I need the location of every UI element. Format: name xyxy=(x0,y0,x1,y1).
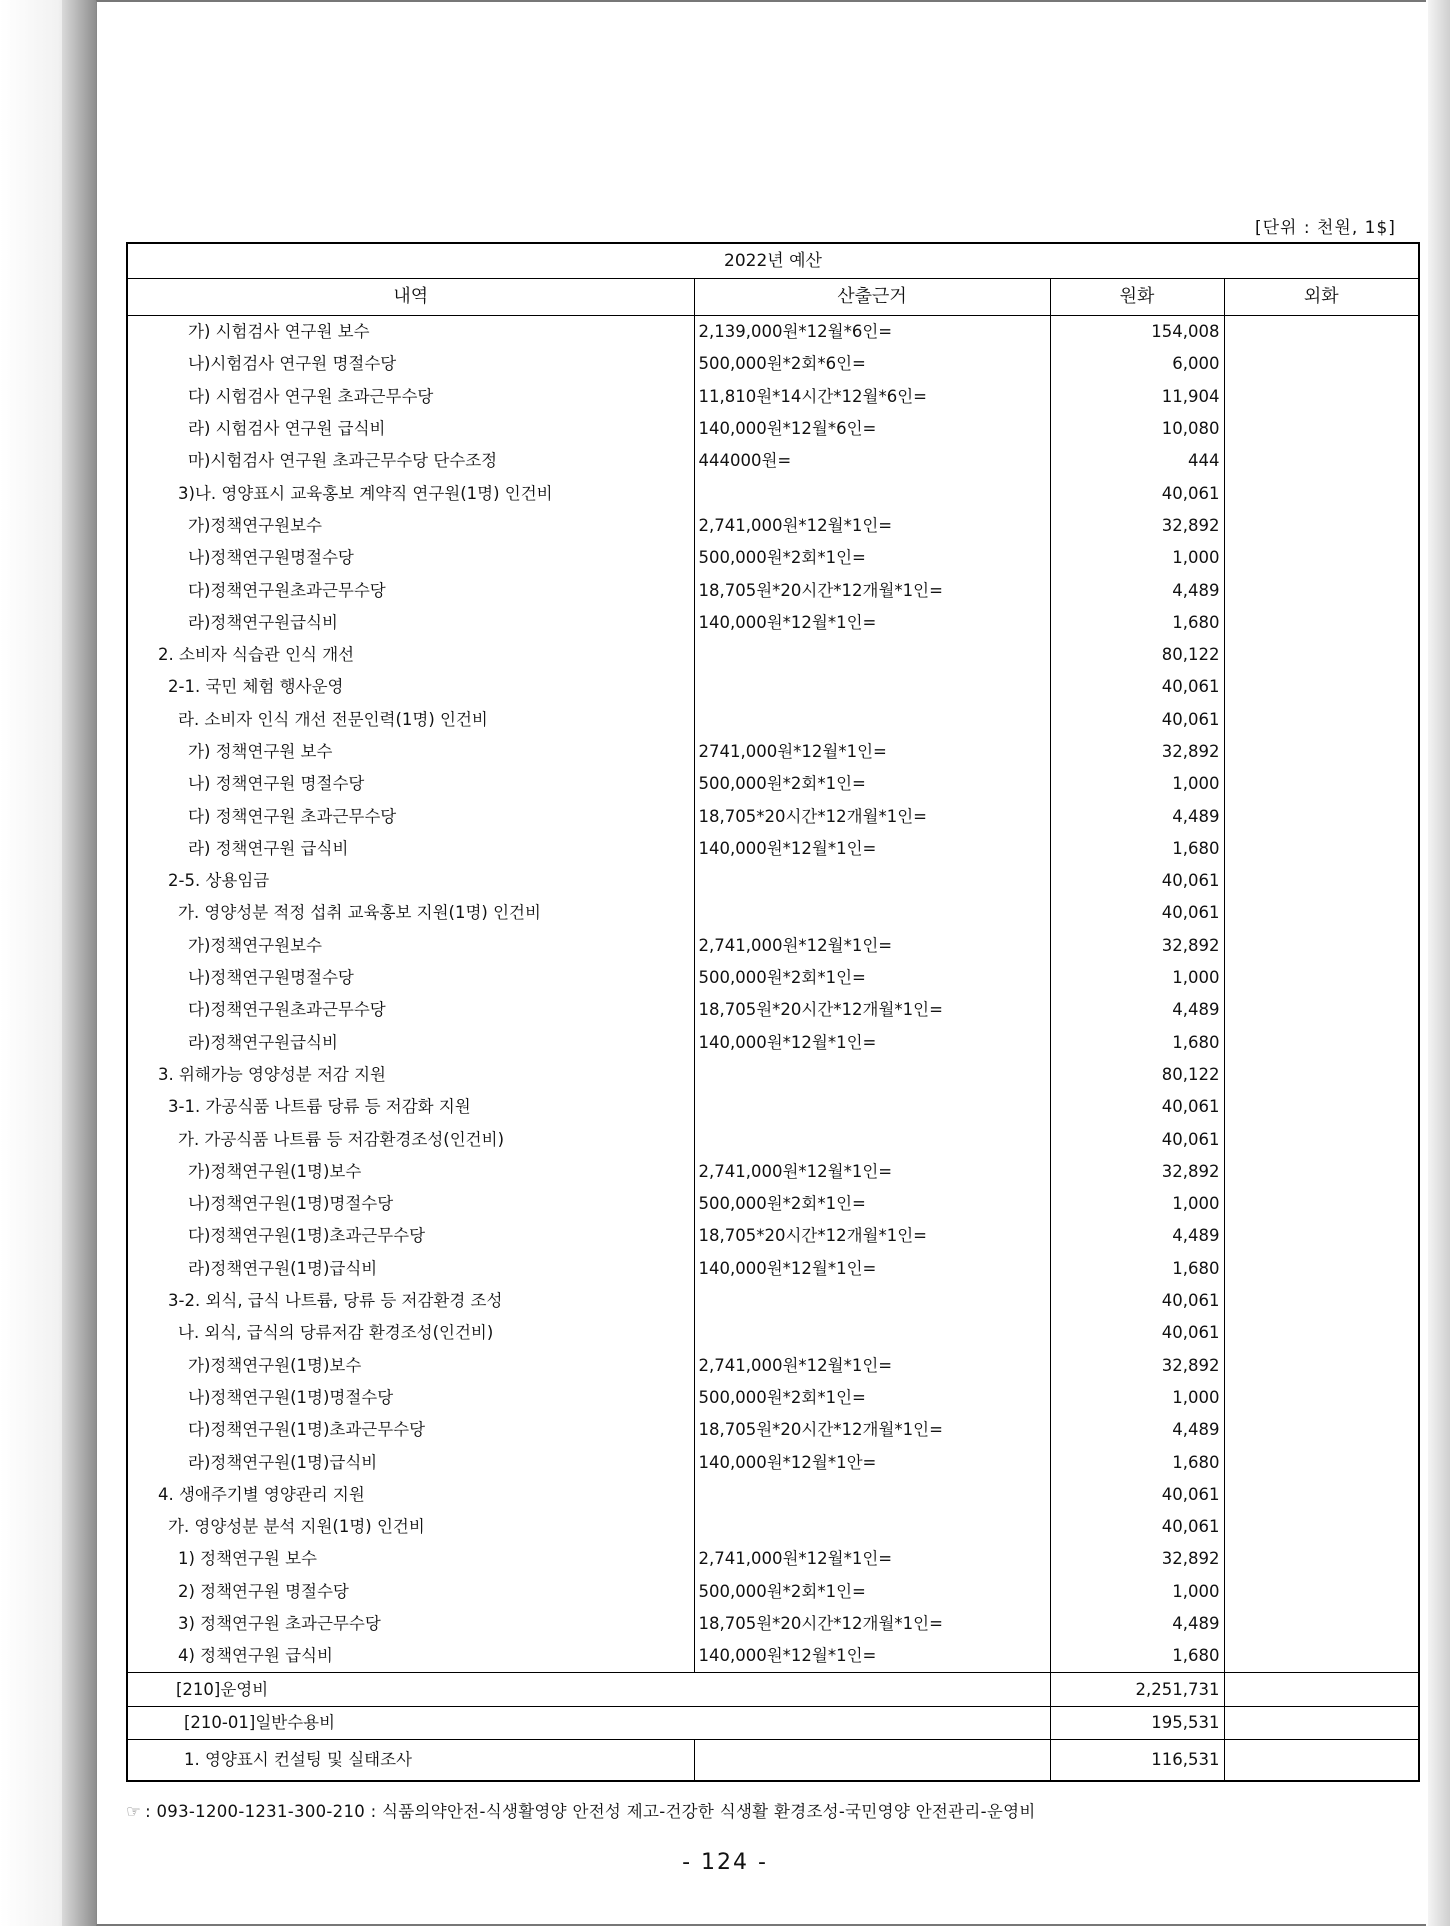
row-basis: 140,000원*12월*1인= xyxy=(694,833,1050,865)
row-basis: 2,139,000원*12월*6인= xyxy=(694,316,1050,349)
row-krw: 4,489 xyxy=(1050,800,1224,832)
row-krw: 444 xyxy=(1050,445,1224,477)
row-krw: 4,489 xyxy=(1050,994,1224,1026)
row-foreign xyxy=(1224,1414,1419,1446)
table-row xyxy=(127,1188,1419,1220)
row-krw: 40,061 xyxy=(1050,704,1224,736)
row-foreign xyxy=(1224,445,1419,477)
row-basis: 140,000원*12월*1인= xyxy=(694,1640,1050,1673)
row-foreign xyxy=(1224,1740,1419,1782)
column-header-basis: 산출근거 xyxy=(694,279,1050,316)
total-krw: 2,251,731 xyxy=(1050,1673,1224,1706)
row-krw: 4,489 xyxy=(1050,1220,1224,1252)
budget-table xyxy=(126,242,1420,1782)
row-item: 가)정책연구원(1명)보수 xyxy=(127,1350,694,1382)
table-row xyxy=(127,413,1419,445)
table-row xyxy=(127,1091,1419,1123)
row-item: 라)정책연구원급식비 xyxy=(127,1027,694,1059)
row-basis xyxy=(694,1123,1050,1155)
table-row xyxy=(127,381,1419,413)
row-krw: 32,892 xyxy=(1050,736,1224,768)
row-krw: 1,000 xyxy=(1050,1576,1224,1608)
row-foreign xyxy=(1224,348,1419,380)
row-item: 나)정책연구원명절수당 xyxy=(127,542,694,574)
row-krw: 1,680 xyxy=(1050,607,1224,639)
row-item: 가)정책연구원(1명)보수 xyxy=(127,1156,694,1188)
table-row xyxy=(127,671,1419,703)
row-krw: 154,008 xyxy=(1050,316,1224,349)
row-foreign xyxy=(1224,1027,1419,1059)
row-krw: 40,061 xyxy=(1050,1123,1224,1155)
row-item: 2. 소비자 식습관 인식 개선 xyxy=(127,639,694,671)
row-krw: 40,061 xyxy=(1050,1317,1224,1349)
row-basis xyxy=(694,639,1050,671)
row-item: 나. 외식, 급식의 당류저감 환경조성(인건비) xyxy=(127,1317,694,1349)
row-item: 가) 정책연구원 보수 xyxy=(127,736,694,768)
table-row xyxy=(127,542,1419,574)
row-foreign xyxy=(1224,1543,1419,1575)
row-foreign xyxy=(1224,413,1419,445)
table-row xyxy=(127,607,1419,639)
table-row xyxy=(127,1350,1419,1382)
row-item: 라)정책연구원(1명)급식비 xyxy=(127,1446,694,1478)
row-basis: 500,000원*2회*1인= xyxy=(694,542,1050,574)
row-krw: 1,000 xyxy=(1050,962,1224,994)
row-basis xyxy=(694,1059,1050,1091)
row-item: 3. 위해가능 영양성분 저감 지원 xyxy=(127,1059,694,1091)
table-row xyxy=(127,1511,1419,1543)
row-item: 3-2. 외식, 급식 나트륨, 당류 등 저감환경 조성 xyxy=(127,1285,694,1317)
row-foreign xyxy=(1224,736,1419,768)
row-foreign xyxy=(1224,1479,1419,1511)
row-basis: 18,705원*20시간*12개월*1인= xyxy=(694,574,1050,606)
row-krw: 1,000 xyxy=(1050,542,1224,574)
row-basis xyxy=(694,897,1050,929)
row-basis: 18,705원*20시간*12개월*1인= xyxy=(694,1414,1050,1446)
table-row xyxy=(127,768,1419,800)
row-item: 4. 생애주기별 영양관리 지원 xyxy=(127,1479,694,1511)
row-item: 2-1. 국민 체험 행사운영 xyxy=(127,671,694,703)
row-basis: 500,000원*2회*1인= xyxy=(694,1382,1050,1414)
table-row xyxy=(127,348,1419,380)
table-row xyxy=(127,1414,1419,1446)
row-foreign xyxy=(1224,1640,1419,1673)
row-foreign xyxy=(1224,607,1419,639)
row-krw: 1,000 xyxy=(1050,768,1224,800)
table-row xyxy=(127,1253,1419,1285)
row-basis: 500,000원*2회*1인= xyxy=(694,962,1050,994)
row-krw: 1,680 xyxy=(1050,833,1224,865)
row-item: 나) 정책연구원 명절수당 xyxy=(127,768,694,800)
table-row xyxy=(127,1446,1419,1478)
row-basis: 140,000원*12월*1인= xyxy=(694,607,1050,639)
row-basis: 18,705원*20시간*12개월*1인= xyxy=(694,994,1050,1026)
row-krw: 40,061 xyxy=(1050,671,1224,703)
row-basis xyxy=(694,1479,1050,1511)
table-row xyxy=(127,445,1419,477)
row-item: 나)정책연구원(1명)명절수당 xyxy=(127,1382,694,1414)
table-row xyxy=(127,1608,1419,1640)
row-basis: 140,000원*12월*1인= xyxy=(694,1253,1050,1285)
row-item: 3) 정책연구원 초과근무수당 xyxy=(127,1608,694,1640)
row-basis: 140,000원*12월*6인= xyxy=(694,413,1050,445)
row-item: 다)정책연구원(1명)초과근무수당 xyxy=(127,1220,694,1252)
row-foreign xyxy=(1224,574,1419,606)
row-item: 가)정책연구원보수 xyxy=(127,510,694,542)
table-row xyxy=(127,1317,1419,1349)
row-basis: 500,000원*2회*1인= xyxy=(694,1188,1050,1220)
row-item: 가) 시험검사 연구원 보수 xyxy=(127,316,694,349)
budget-table-body xyxy=(127,243,1419,1781)
row-item: 2-5. 상용임금 xyxy=(127,865,694,897)
row-krw: 80,122 xyxy=(1050,639,1224,671)
row-krw: 40,061 xyxy=(1050,1091,1224,1123)
row-foreign xyxy=(1224,1382,1419,1414)
row-foreign xyxy=(1224,1608,1419,1640)
row-krw: 80,122 xyxy=(1050,1059,1224,1091)
row-krw: 1,000 xyxy=(1050,1188,1224,1220)
row-krw: 40,061 xyxy=(1050,477,1224,509)
row-item: 나)정책연구원(1명)명절수당 xyxy=(127,1188,694,1220)
row-foreign xyxy=(1224,1059,1419,1091)
total-foreign xyxy=(1224,1673,1419,1706)
row-item: 다) 정책연구원 초과근무수당 xyxy=(127,800,694,832)
table-title: 2022년 예산 xyxy=(127,243,1419,279)
row-basis: 2,741,000원*12월*1인= xyxy=(694,1350,1050,1382)
table-row xyxy=(127,1059,1419,1091)
row-item: 다)정책연구원(1명)초과근무수당 xyxy=(127,1414,694,1446)
total-krw: 195,531 xyxy=(1050,1706,1224,1739)
row-item: 1) 정책연구원 보수 xyxy=(127,1543,694,1575)
row-foreign xyxy=(1224,897,1419,929)
row-foreign xyxy=(1224,510,1419,542)
footnote-text: : 093-1200-1231-300-210 : 식품의약안전-식생활영양 안전성 제고-건강한 식생활 환경조성-국민영양 안전관리-운영비 xyxy=(145,1802,1036,1821)
row-basis: 2,741,000원*12월*1인= xyxy=(694,930,1050,962)
row-basis: 500,000원*2회*6인= xyxy=(694,348,1050,380)
footnote xyxy=(126,1798,1036,1822)
row-krw: 11,904 xyxy=(1050,381,1224,413)
column-header-foreign: 외화 xyxy=(1224,279,1419,316)
row-item: 나)정책연구원명절수당 xyxy=(127,962,694,994)
row-krw: 4,489 xyxy=(1050,574,1224,606)
row-foreign xyxy=(1224,1220,1419,1252)
row-basis xyxy=(694,1317,1050,1349)
row-krw: 40,061 xyxy=(1050,1511,1224,1543)
row-basis: 2,741,000원*12월*1인= xyxy=(694,1156,1050,1188)
row-item: 다) 시험검사 연구원 초과근무수당 xyxy=(127,381,694,413)
column-header-krw: 원화 xyxy=(1050,279,1224,316)
row-foreign xyxy=(1224,1123,1419,1155)
table-row xyxy=(127,736,1419,768)
row-item: 마)시험검사 연구원 초과근무수당 단수조정 xyxy=(127,445,694,477)
table-row xyxy=(127,1220,1419,1252)
row-foreign xyxy=(1224,1188,1419,1220)
row-basis: 140,000원*12월*1인= xyxy=(694,1027,1050,1059)
row-basis xyxy=(694,704,1050,736)
row-krw: 116,531 xyxy=(1050,1740,1224,1782)
table-header-row xyxy=(127,279,1419,316)
row-foreign xyxy=(1224,1317,1419,1349)
row-basis: 2,741,000원*12월*1인= xyxy=(694,510,1050,542)
row-basis: 140,000원*12월*1안= xyxy=(694,1446,1050,1478)
table-row xyxy=(127,994,1419,1026)
column-header-item: 내역 xyxy=(127,279,694,316)
row-basis: 18,705*20시간*12개월*1인= xyxy=(694,800,1050,832)
page-left-edge xyxy=(0,0,96,1926)
row-item: 라) 시험검사 연구원 급식비 xyxy=(127,413,694,445)
row-krw: 1,680 xyxy=(1050,1027,1224,1059)
table-row xyxy=(127,316,1419,349)
table-row xyxy=(127,930,1419,962)
row-foreign xyxy=(1224,1350,1419,1382)
row-krw: 40,061 xyxy=(1050,897,1224,929)
total-row xyxy=(127,1673,1419,1706)
page-number: - 124 - xyxy=(682,1850,768,1875)
pointing-hand-icon: ☞ xyxy=(126,1802,142,1821)
row-krw: 6,000 xyxy=(1050,348,1224,380)
row-foreign xyxy=(1224,1253,1419,1285)
row-item: 가. 영양성분 적정 섭취 교육홍보 지원(1명) 인건비 xyxy=(127,897,694,929)
row-krw: 1,680 xyxy=(1050,1640,1224,1673)
row-krw: 32,892 xyxy=(1050,1156,1224,1188)
row-foreign xyxy=(1224,930,1419,962)
row-basis: 2,741,000원*12월*1인= xyxy=(694,1543,1050,1575)
row-foreign xyxy=(1224,994,1419,1026)
table-title-row xyxy=(127,243,1419,279)
row-basis: 18,705원*20시간*12개월*1인= xyxy=(694,1608,1050,1640)
row-foreign xyxy=(1224,1511,1419,1543)
row-krw: 40,061 xyxy=(1050,865,1224,897)
row-foreign xyxy=(1224,865,1419,897)
row-basis xyxy=(694,865,1050,897)
row-item: 다)정책연구원초과근무수당 xyxy=(127,574,694,606)
row-krw: 1,000 xyxy=(1050,1382,1224,1414)
row-foreign xyxy=(1224,1091,1419,1123)
table-row xyxy=(127,1576,1419,1608)
row-krw: 40,061 xyxy=(1050,1479,1224,1511)
table-row xyxy=(127,1543,1419,1575)
row-foreign xyxy=(1224,800,1419,832)
row-krw: 32,892 xyxy=(1050,1543,1224,1575)
row-foreign xyxy=(1224,639,1419,671)
page-fold-shadow xyxy=(62,0,96,1926)
table-row xyxy=(127,639,1419,671)
row-basis xyxy=(694,1740,1050,1782)
row-basis xyxy=(694,1511,1050,1543)
total-row xyxy=(127,1706,1419,1739)
row-item: 라)정책연구원(1명)급식비 xyxy=(127,1253,694,1285)
row-krw: 32,892 xyxy=(1050,930,1224,962)
row-item: 라)정책연구원급식비 xyxy=(127,607,694,639)
row-basis: 18,705*20시간*12개월*1인= xyxy=(694,1220,1050,1252)
row-foreign xyxy=(1224,316,1419,349)
row-basis xyxy=(694,1285,1050,1317)
row-foreign xyxy=(1224,1576,1419,1608)
row-krw: 4,489 xyxy=(1050,1414,1224,1446)
table-row xyxy=(127,1027,1419,1059)
row-krw: 1,680 xyxy=(1050,1446,1224,1478)
row-basis xyxy=(694,1091,1050,1123)
table-row xyxy=(127,833,1419,865)
row-item: 2) 정책연구원 명절수당 xyxy=(127,1576,694,1608)
page-right-edge xyxy=(1428,0,1450,1926)
row-foreign xyxy=(1224,542,1419,574)
table-row xyxy=(127,865,1419,897)
total-item: [210]운영비 xyxy=(127,1673,1050,1706)
row-item: 나)시험검사 연구원 명절수당 xyxy=(127,348,694,380)
table-row xyxy=(127,1479,1419,1511)
row-basis xyxy=(694,477,1050,509)
table-row xyxy=(127,1640,1419,1673)
table-row xyxy=(127,897,1419,929)
table-row xyxy=(127,962,1419,994)
table-row xyxy=(127,510,1419,542)
row-basis: 500,000원*2회*1인= xyxy=(694,1576,1050,1608)
table-row xyxy=(127,1123,1419,1155)
table-row xyxy=(127,1156,1419,1188)
total-foreign xyxy=(1224,1706,1419,1739)
row-basis: 11,810원*14시간*12월*6인= xyxy=(694,381,1050,413)
row-krw: 32,892 xyxy=(1050,1350,1224,1382)
unit-label: [단위 : 천원, 1$] xyxy=(1255,218,1396,238)
row-foreign xyxy=(1224,671,1419,703)
row-basis: 500,000원*2회*1인= xyxy=(694,768,1050,800)
row-foreign xyxy=(1224,704,1419,736)
row-foreign xyxy=(1224,962,1419,994)
row-krw: 4,489 xyxy=(1050,1608,1224,1640)
row-item: 가. 가공식품 나트륨 등 저감환경조성(인건비) xyxy=(127,1123,694,1155)
row-foreign xyxy=(1224,477,1419,509)
row-foreign xyxy=(1224,1156,1419,1188)
row-krw: 40,061 xyxy=(1050,1285,1224,1317)
row-foreign xyxy=(1224,381,1419,413)
row-item: 라) 정책연구원 급식비 xyxy=(127,833,694,865)
table-row xyxy=(127,1740,1419,1782)
row-item: 다)정책연구원초과근무수당 xyxy=(127,994,694,1026)
row-item: 1. 영양표시 컨설팅 및 실태조사 xyxy=(127,1740,694,1782)
row-foreign xyxy=(1224,768,1419,800)
row-krw: 10,080 xyxy=(1050,413,1224,445)
row-item: 라. 소비자 인식 개선 전문인력(1명) 인건비 xyxy=(127,704,694,736)
table-row xyxy=(127,704,1419,736)
row-basis: 2741,000원*12월*1인= xyxy=(694,736,1050,768)
row-foreign xyxy=(1224,833,1419,865)
row-item: 3)나. 영양표시 교육홍보 계약직 연구원(1명) 인건비 xyxy=(127,477,694,509)
row-item: 4) 정책연구원 급식비 xyxy=(127,1640,694,1673)
row-krw: 1,680 xyxy=(1050,1253,1224,1285)
table-row xyxy=(127,1285,1419,1317)
row-foreign xyxy=(1224,1446,1419,1478)
table-row xyxy=(127,574,1419,606)
row-krw: 32,892 xyxy=(1050,510,1224,542)
row-item: 3-1. 가공식품 나트륨 당류 등 저감화 지원 xyxy=(127,1091,694,1123)
total-item: [210-01]일반수용비 xyxy=(127,1706,1050,1739)
row-basis: 444000원= xyxy=(694,445,1050,477)
table-row xyxy=(127,477,1419,509)
row-basis xyxy=(694,671,1050,703)
table-row xyxy=(127,1382,1419,1414)
table-row xyxy=(127,800,1419,832)
row-item: 가. 영양성분 분석 지원(1명) 인건비 xyxy=(127,1511,694,1543)
row-foreign xyxy=(1224,1285,1419,1317)
row-item: 가)정책연구원보수 xyxy=(127,930,694,962)
